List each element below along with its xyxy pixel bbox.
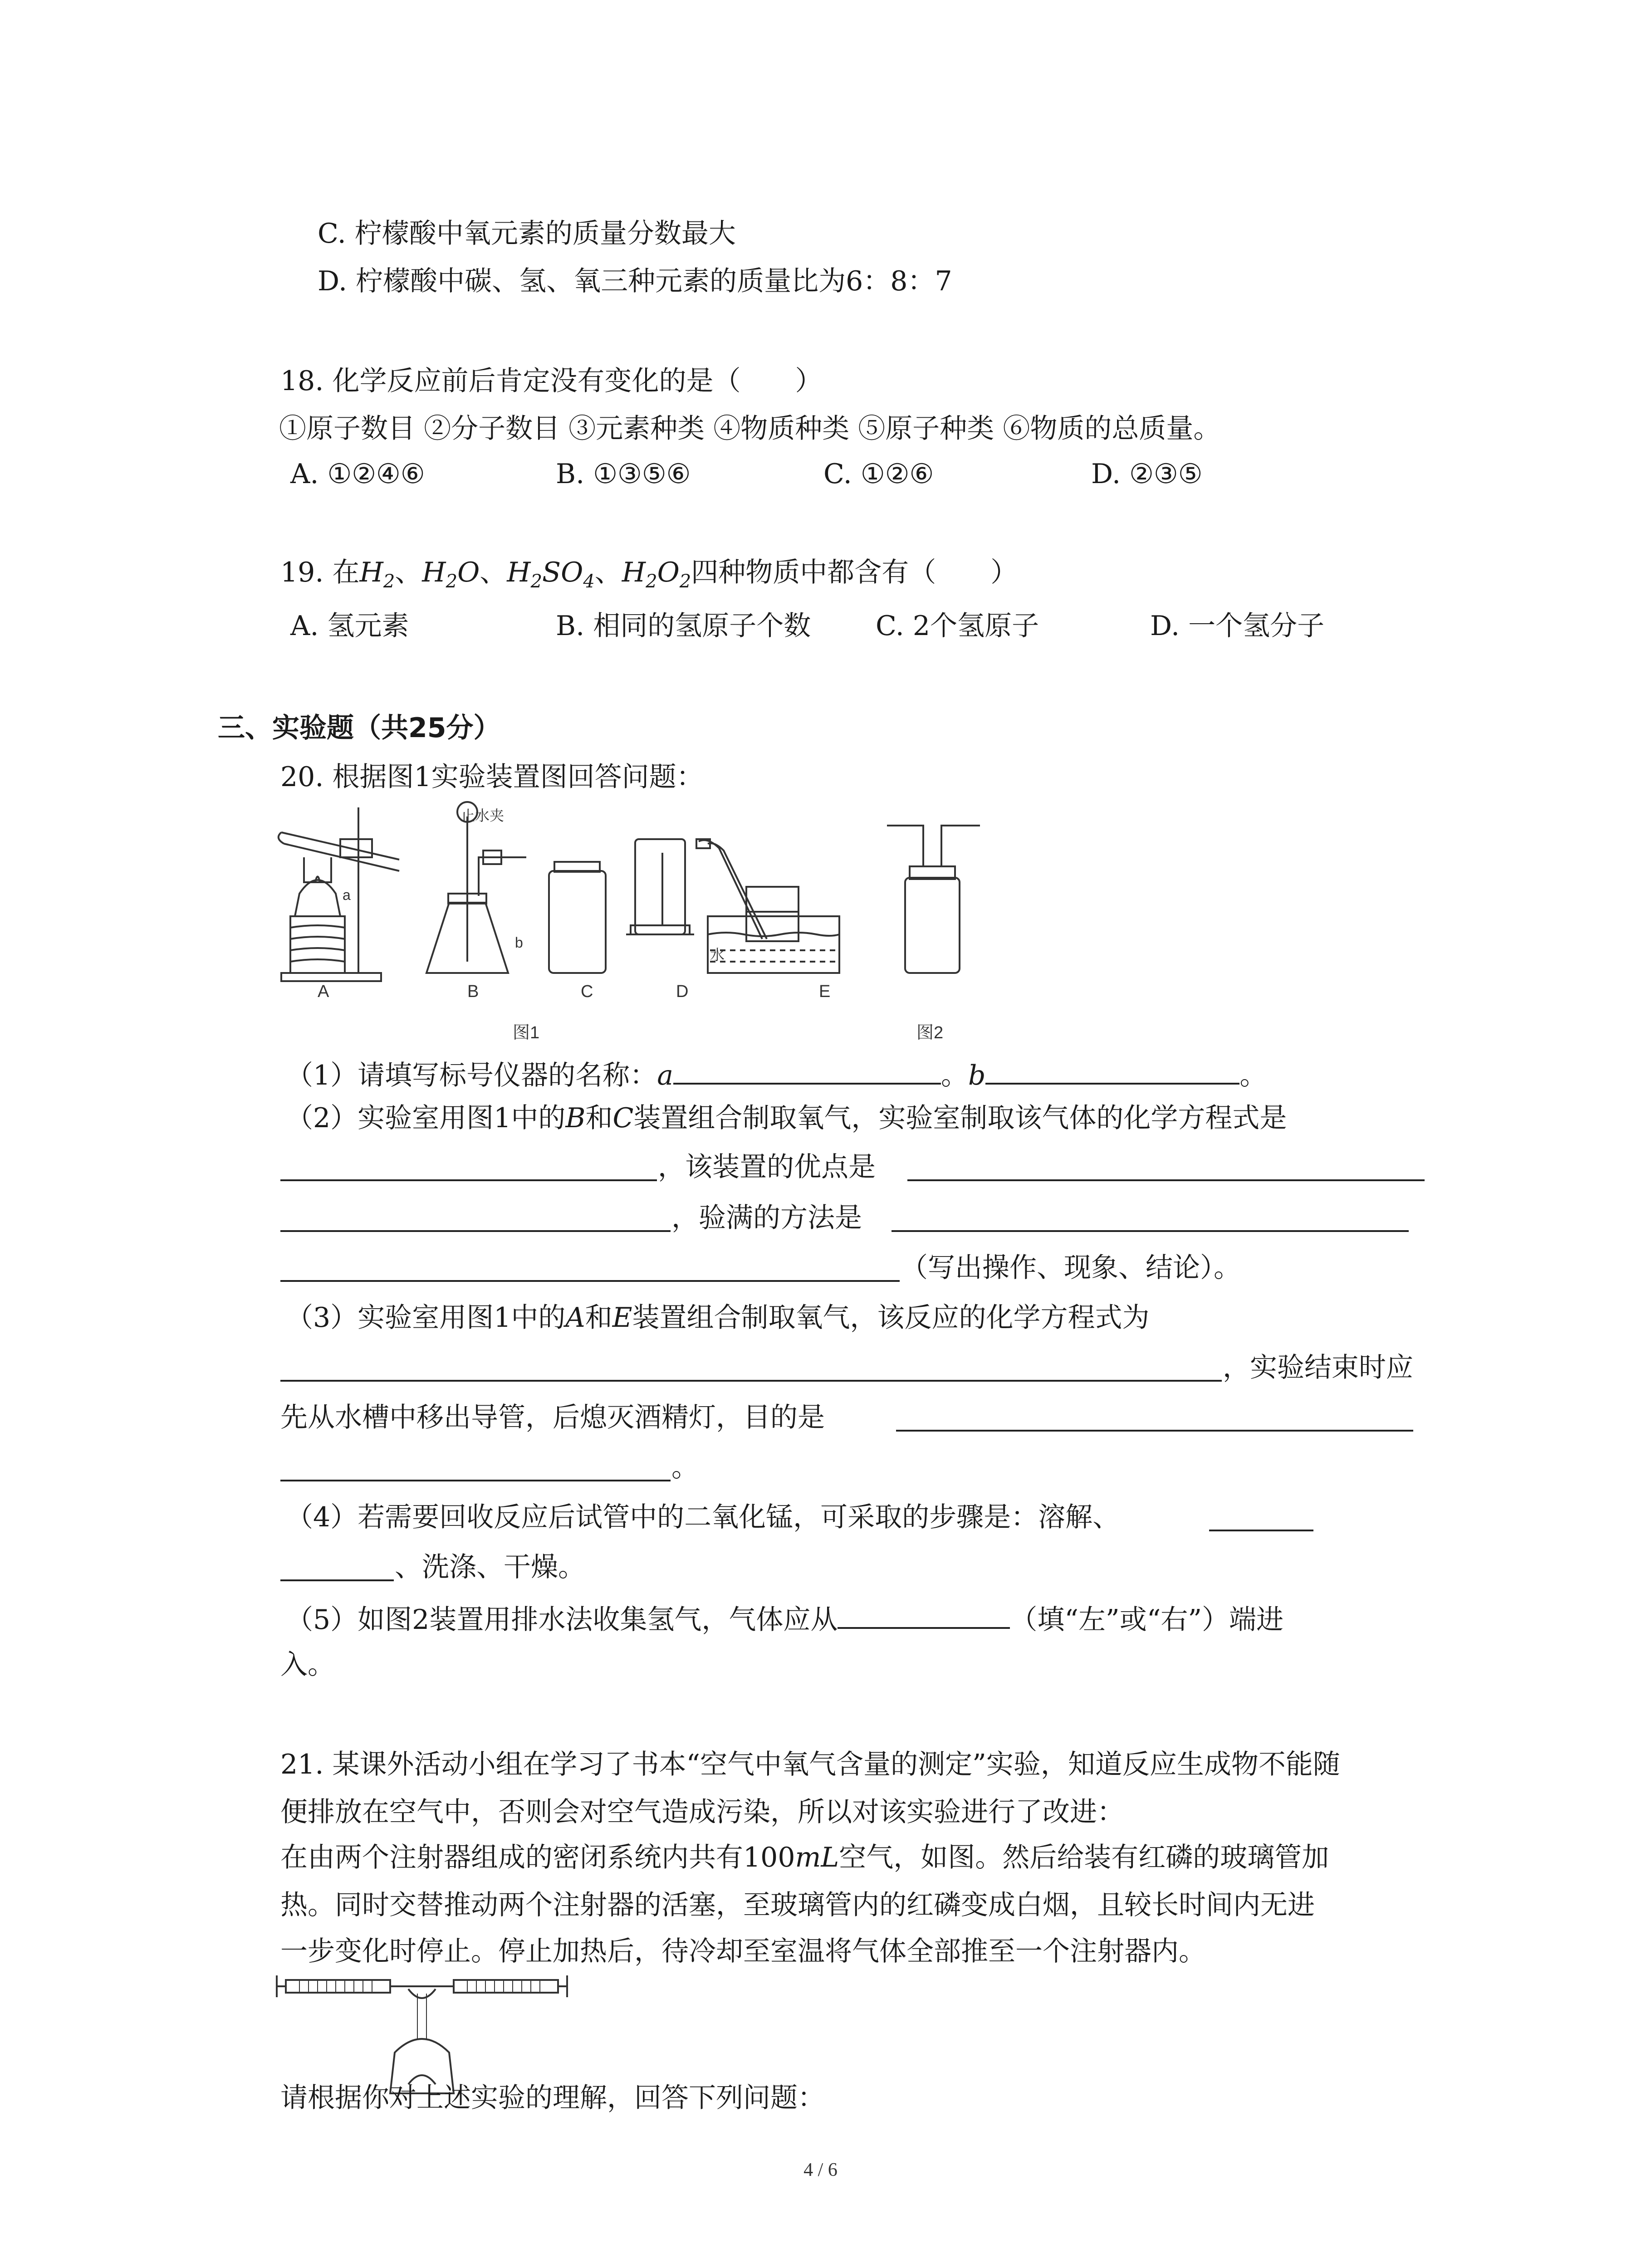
formula-h2: $H_2$ bbox=[359, 557, 395, 592]
blank-advantage-2[interactable] bbox=[280, 1230, 671, 1232]
clip-label: 止水夹 bbox=[460, 807, 505, 824]
q18-items: ①原子数目 ②分子数目 ③元素种类 ④物质种类 ⑤原子种类 ⑥物质的总质量。 bbox=[279, 413, 1221, 445]
q20-part2-line1: （2）实验室用图1中的B和C装置组合制取氧气，实验室制取该气体的化学方程式是 bbox=[286, 1102, 1287, 1134]
blank-purpose-2[interactable] bbox=[280, 1480, 671, 1481]
q21-line1: 21. 某课外活动小组在学习了书本“空气中氧气含量的测定”实验，知道反应生成物不能随 bbox=[280, 1749, 1340, 1780]
q21-line4: 热。同时交替推动两个注射器的活塞，至玻璃管内的红磷变成白烟，且较长时间内无进 bbox=[280, 1889, 1315, 1921]
q18-option-c: C. ①②⑥ bbox=[823, 458, 934, 490]
figure-1-caption: 图1 bbox=[513, 1023, 540, 1042]
apparatus-d-label: D bbox=[676, 982, 689, 1001]
blank-inlet-side[interactable] bbox=[838, 1599, 1010, 1629]
q21-line3: 在由两个注射器组成的密闭系统内共有100mL空气，如图。然后给装有红磷的玻璃管加 bbox=[280, 1842, 1329, 1873]
q20-part3-period: 。 bbox=[671, 1452, 699, 1483]
blank-step-1[interactable] bbox=[1209, 1530, 1313, 1531]
formula-h2o: $H_2O$ bbox=[422, 557, 480, 592]
q20-part1: （1）请填写标号仪器的名称：a 。b 。 bbox=[286, 1055, 1267, 1094]
q20-part4-line2: 、洗涤、干燥。 bbox=[395, 1551, 585, 1583]
page-number: 4 / 6 bbox=[803, 2160, 838, 2180]
water-label: 水 bbox=[710, 947, 725, 963]
q21-line2: 便排放在空气中，否则会对空气造成污染，所以对该实验进行了改进： bbox=[280, 1796, 1124, 1828]
blank-check-full-2[interactable] bbox=[280, 1280, 900, 1282]
q20-part3-end-note: ，实验结束时应 bbox=[1223, 1352, 1413, 1383]
q17-option-d: D. 柠檬酸中碳、氢、氧三种元素的质量比为6：8：7 bbox=[318, 265, 952, 297]
blank-purpose-1[interactable] bbox=[896, 1430, 1413, 1432]
q19-stem: 19. 在$H_2$、$H_2O$、$H_2SO_4$、$H_2O_2$四种物质中都含有（ ） bbox=[280, 557, 1018, 592]
formula-h2so4: $H_2SO_4$ bbox=[507, 557, 595, 592]
blank-check-full-1[interactable] bbox=[892, 1230, 1409, 1232]
blank-equation-3[interactable] bbox=[280, 1380, 1222, 1382]
q19-prefix: 19. 在 bbox=[280, 557, 360, 588]
q20-part2-check-full: ，验满的方法是 bbox=[671, 1202, 862, 1234]
label-a: a bbox=[343, 887, 351, 903]
apparatus-e-label: E bbox=[819, 982, 831, 1001]
apparatus-a-label: A bbox=[318, 982, 329, 1001]
blank-a[interactable] bbox=[673, 1055, 941, 1085]
q20-apparatus-figure bbox=[272, 798, 998, 1052]
blank-advantage-1[interactable] bbox=[907, 1179, 1425, 1181]
q19-option-a: A. 氢元素 bbox=[290, 610, 409, 642]
section-heading: 三、实验题（共25分） bbox=[218, 712, 501, 744]
q19-suffix: 四种物质中都含有（ ） bbox=[691, 557, 1018, 588]
q20-part2-hint: （写出操作、现象、结论）。 bbox=[901, 1252, 1241, 1284]
q18-stem: 18. 化学反应前后肯定没有变化的是（ ） bbox=[280, 365, 823, 397]
q20-part4-line1: （4）若需要回收反应后试管中的二氧化锰，可采取的步骤是：溶解、 bbox=[286, 1501, 1120, 1533]
apparatus-b-label: B bbox=[467, 982, 479, 1001]
q20-part2-advantage: ，该装置的优点是 bbox=[658, 1151, 876, 1183]
q20-part5-line1: （5）如图2装置用排水法收集氢气，气体应从 （填“左”或“右”）端进 bbox=[286, 1599, 1283, 1638]
q20-part5-line2: 入。 bbox=[280, 1649, 335, 1681]
q19-option-d: D. 一个氢分子 bbox=[1150, 610, 1325, 642]
q21-line5: 一步变化时停止。停止加热后，待冷却至室温将气体全部推至一个注射器内。 bbox=[280, 1936, 1206, 1967]
formula-h2o2: $H_2O_2$ bbox=[622, 557, 691, 592]
q19-option-c: C. 2个氢原子 bbox=[876, 610, 1039, 642]
q18-option-d: D. ②③⑤ bbox=[1091, 458, 1203, 490]
label-b: b bbox=[515, 934, 523, 951]
q20-part3-purpose: 先从水槽中移出导管，后熄灭酒精灯，目的是 bbox=[280, 1402, 825, 1433]
apparatus-c-label: C bbox=[581, 982, 593, 1001]
blank-step-2[interactable] bbox=[280, 1579, 394, 1581]
figure-2-caption: 图2 bbox=[916, 1023, 944, 1042]
q18-option-b: B. ①③⑤⑥ bbox=[556, 458, 691, 490]
q17-option-c: C. 柠檬酸中氧元素的质量分数最大 bbox=[318, 218, 736, 249]
q20-stem: 20. 根据图1实验装置图回答问题： bbox=[280, 761, 704, 793]
q19-option-b: B. 相同的氢原子个数 bbox=[556, 610, 811, 642]
q20-part3-line1: （3）实验室用图1中的A和E装置组合制取氧气，该反应的化学方程式为 bbox=[286, 1302, 1150, 1334]
blank-equation-2[interactable] bbox=[280, 1179, 657, 1181]
q21-line6: 请根据你对上述实验的理解，回答下列问题： bbox=[280, 2082, 825, 2114]
q18-option-a: A. ①②④⑥ bbox=[290, 458, 425, 490]
blank-b[interactable] bbox=[985, 1055, 1239, 1085]
